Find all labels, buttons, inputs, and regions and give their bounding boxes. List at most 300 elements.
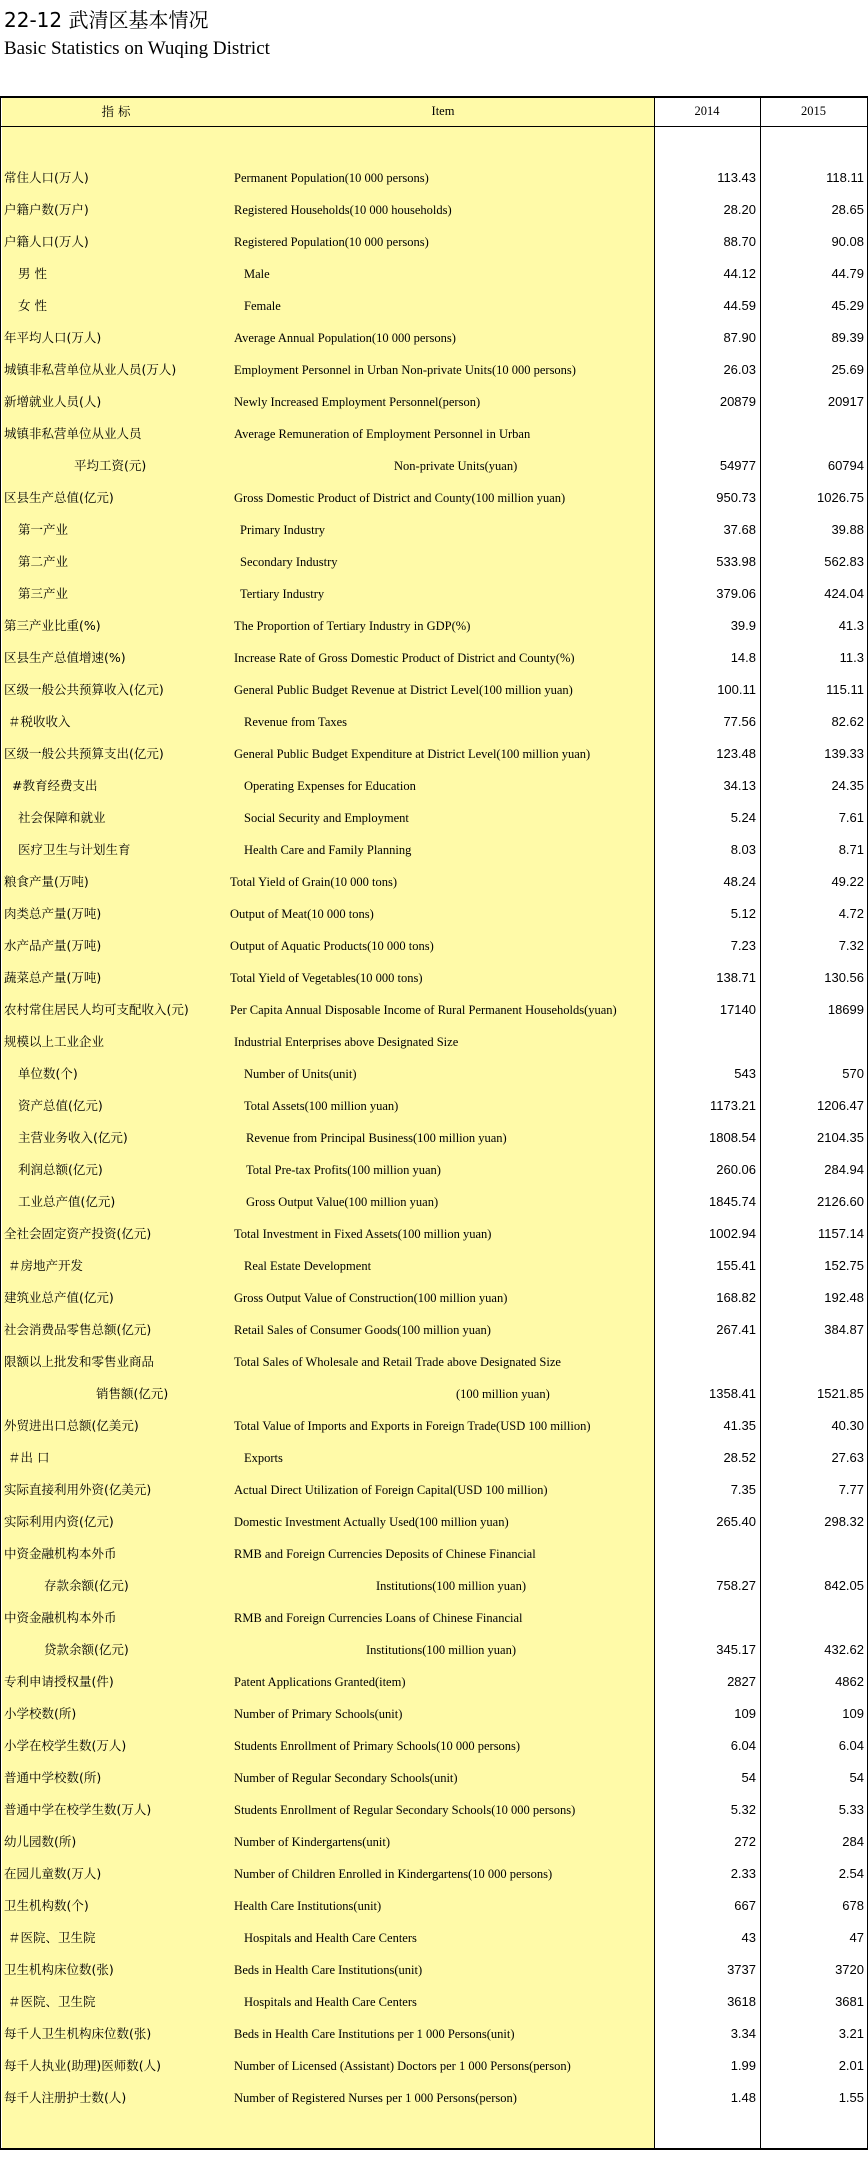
value-2014: 20879	[719, 394, 756, 409]
indicator-english: Students Enrollment of Regular Secondary Schools(10 000 persons)	[234, 1803, 576, 1817]
value-2015: 2126.60	[817, 1194, 864, 1209]
indicator-chinese: 贷款余额(亿元)	[44, 1642, 129, 1657]
indicator-english: Registered Population(10 000 persons)	[234, 235, 429, 249]
indicator-chinese: 新增就业人员(人)	[4, 394, 102, 409]
table-row	[0, 354, 868, 386]
indicator-chinese: 男 性	[18, 266, 47, 281]
table-row	[0, 994, 868, 1026]
indicator-chinese: 社会消费品零售总额(亿元)	[4, 1322, 152, 1337]
indicator-chinese: 每千人注册护士数(人)	[4, 2090, 127, 2105]
table-row	[0, 418, 868, 450]
table-row	[0, 1474, 868, 1506]
indicator-english: Total Yield of Vegetables(10 000 tons)	[230, 971, 423, 985]
indicator-english: Students Enrollment of Primary Schools(10 000 persons)	[234, 1739, 521, 1753]
value-2014: 758.27	[716, 1578, 756, 1593]
table-row	[0, 1154, 868, 1186]
value-2015: 39.88	[831, 522, 864, 537]
value-2014: 543	[734, 1066, 756, 1081]
value-2014: 44.59	[723, 298, 756, 313]
value-2015: 20917	[827, 394, 864, 409]
value-2015: 4.72	[838, 906, 864, 921]
table-row	[0, 1986, 868, 2018]
indicator-chinese: 第二产业	[18, 554, 69, 569]
indicator-english: Output of Aquatic Products(10 000 tons)	[230, 939, 434, 953]
table-row	[0, 834, 868, 866]
value-2015: 60794	[827, 458, 864, 473]
header-year-2014: 2014	[694, 103, 720, 118]
value-2014: 41.35	[723, 1418, 756, 1433]
value-2015: 1.55	[838, 2090, 864, 2105]
indicator-english: Per Capita Annual Disposable Income of Rural Permanent Households(yuan)	[230, 1003, 617, 1017]
indicator-chinese: 城镇非私营单位从业人员(万人)	[4, 362, 177, 377]
table-row	[0, 226, 868, 258]
table-row	[0, 578, 868, 610]
indicator-english: Beds in Health Care Institutions per 1 000 Persons(unit)	[234, 2027, 515, 2041]
table-row	[0, 770, 868, 802]
indicator-english: Revenue from Taxes	[244, 715, 348, 729]
value-2014: 2827	[727, 1674, 756, 1689]
indicator-english: Total Sales of Wholesale and Retail Trade above Designated Size	[234, 1355, 561, 1369]
value-2015: 1157.14	[817, 1226, 864, 1241]
table-row	[0, 1570, 868, 1602]
value-2014: 3618	[727, 1994, 756, 2009]
indicator-english: Male	[244, 267, 270, 281]
indicator-chinese: 区县生产总值增速(%)	[4, 650, 126, 665]
indicator-chinese: 利润总额(亿元)	[18, 1162, 103, 1177]
indicator-chinese: 户籍人口(万人)	[4, 234, 89, 249]
header-indicator: 指 标	[101, 104, 131, 119]
table-row	[0, 1794, 868, 1826]
indicator-chinese: 单位数(个)	[18, 1066, 78, 1081]
table-row	[0, 2082, 868, 2114]
value-2015: 6.04	[838, 1738, 864, 1753]
value-2014: 3737	[727, 1962, 756, 1977]
indicator-chinese: 第三产业比重(%)	[4, 618, 101, 633]
value-2015: 54	[849, 1770, 864, 1785]
value-2015: 2.01	[838, 2058, 864, 2073]
table-row	[0, 194, 868, 226]
value-2014: 2.33	[730, 1866, 756, 1881]
indicator-english: Output of Meat(10 000 tons)	[230, 907, 374, 921]
value-2014: 43	[741, 1930, 756, 1945]
indicator-chinese: 每千人卫生机构床位数(张)	[4, 2026, 152, 2041]
indicator-english: Hospitals and Health Care Centers	[244, 1931, 417, 1945]
table-row	[0, 1506, 868, 1538]
table-row	[0, 386, 868, 418]
indicator-english: Patent Applications Granted(item)	[234, 1675, 406, 1689]
value-2015: 27.63	[831, 1450, 864, 1465]
indicator-chinese: 中资金融机构本外币	[4, 1546, 117, 1561]
value-2015: 1521.85	[817, 1386, 864, 1401]
value-2015: 7.77	[838, 1482, 864, 1497]
value-2015: 1206.47	[817, 1098, 864, 1113]
value-2015: 3681	[835, 1994, 864, 2009]
value-2014: 34.13	[723, 778, 756, 793]
value-2015: 3.21	[838, 2026, 864, 2041]
value-2015: 192.48	[824, 1290, 864, 1305]
value-2015: 284	[842, 1834, 864, 1849]
value-2014: 1808.54	[709, 1130, 756, 1145]
indicator-chinese: 外贸进出口总额(亿美元)	[4, 1418, 139, 1433]
table-row	[0, 898, 868, 930]
header-bottom-border	[0, 126, 868, 127]
indicator-chinese: 幼儿园数(所)	[4, 1834, 77, 1849]
value-2015: 3720	[835, 1962, 864, 1977]
value-2014: 667	[734, 1898, 756, 1913]
indicator-chinese: 建筑业总产值(亿元)	[4, 1290, 114, 1305]
table-row	[0, 1762, 868, 1794]
indicator-chinese: 专利申请授权量(件)	[4, 1674, 114, 1689]
indicator-english: Number of Licensed (Assistant) Doctors per 1 000 Persons(person)	[234, 2059, 571, 2073]
value-2015: 7.32	[838, 938, 864, 953]
value-2014: 8.03	[730, 842, 756, 857]
value-2014: 5.32	[730, 1802, 756, 1817]
indicator-english: Gross Output Value(100 million yuan)	[246, 1195, 439, 1209]
value-2014: 1.48	[730, 2090, 756, 2105]
table-row	[0, 802, 868, 834]
value-2014: 54977	[719, 458, 756, 473]
value-2015: 82.62	[831, 714, 864, 729]
value-2015: 44.79	[831, 266, 864, 281]
table-row	[0, 482, 868, 514]
value-2015	[760, 418, 864, 450]
indicator-chinese: 存款余额(亿元)	[44, 1578, 129, 1593]
value-2015: 40.30	[831, 1418, 864, 1433]
indicator-chinese: 女 性	[18, 298, 47, 313]
value-2015	[760, 1538, 864, 1570]
indicator-chinese: 城镇非私营单位从业人员	[4, 426, 142, 441]
indicator-english: Total Investment in Fixed Assets(100 million yuan)	[234, 1227, 492, 1241]
value-2014: 54	[741, 1770, 756, 1785]
indicator-english: Total Value of Imports and Exports in Foreign Trade(USD 100 million)	[234, 1419, 591, 1433]
value-2014: 77.56	[723, 714, 756, 729]
indicator-english: General Public Budget Revenue at District Level(100 million yuan)	[234, 683, 573, 697]
value-2015: 49.22	[831, 874, 864, 889]
indicator-chinese: 区县生产总值(亿元)	[4, 490, 114, 505]
value-2015: 109	[842, 1706, 864, 1721]
table-row	[0, 514, 868, 546]
indicator-chinese: 农村常住居民人均可支配收入(元)	[4, 1002, 189, 1017]
table-row	[0, 1378, 868, 1410]
table-bottom-border	[0, 2148, 868, 2150]
value-2014: 7.35	[730, 1482, 756, 1497]
value-2014	[654, 418, 756, 450]
indicator-chinese: ＃医院、卫生院	[8, 1994, 96, 2009]
value-2015: 18699	[827, 1002, 864, 1017]
indicator-english: Institutions(100 million yuan)	[366, 1643, 516, 1657]
indicator-english: Social Security and Employment	[244, 811, 409, 825]
indicator-english: The Proportion of Tertiary Industry in GDP(%)	[234, 619, 471, 633]
indicator-english: Industrial Enterprises above Designated Size	[234, 1035, 459, 1049]
value-2014: 39.9	[730, 618, 756, 633]
table-row	[0, 1282, 868, 1314]
table-row	[0, 1346, 868, 1378]
indicator-chinese: 区级一般公共预算收入(亿元)	[4, 682, 164, 697]
table-row	[0, 1698, 868, 1730]
value-2014: 26.03	[723, 362, 756, 377]
indicator-english: Total Pre-tax Profits(100 million yuan)	[246, 1163, 441, 1177]
indicator-chinese: 资产总值(亿元)	[18, 1098, 103, 1113]
table-row	[0, 546, 868, 578]
value-2014: 1358.41	[709, 1386, 756, 1401]
value-2014: 28.52	[723, 1450, 756, 1465]
value-2014: 1173.21	[709, 1098, 756, 1113]
table-row	[0, 1090, 868, 1122]
value-2015	[760, 1346, 864, 1378]
value-2015: 25.69	[831, 362, 864, 377]
indicator-english: Number of Primary Schools(unit)	[234, 1707, 403, 1721]
value-2014: 345.17	[716, 1642, 756, 1657]
indicator-chinese: 普通中学在校学生数(万人)	[4, 1802, 152, 1817]
value-2014: 109	[734, 1706, 756, 1721]
table-row	[0, 1858, 868, 1890]
indicator-english: Beds in Health Care Institutions(unit)	[234, 1963, 423, 1977]
value-2014: 950.73	[716, 490, 756, 505]
indicator-chinese: 第三产业	[18, 586, 69, 601]
table-row	[0, 1954, 868, 1986]
indicator-chinese: #教育经费支出	[12, 778, 98, 793]
value-2014: 272	[734, 1834, 756, 1849]
table-row	[0, 1186, 868, 1218]
value-2015: 45.29	[831, 298, 864, 313]
indicator-english: RMB and Foreign Currencies Deposits of Chinese Financial	[234, 1547, 536, 1561]
indicator-chinese: 每千人执业(助理)医师数(人)	[4, 2058, 162, 2073]
indicator-chinese: 平均工资(元)	[74, 458, 147, 473]
indicator-chinese: ＃出 口	[8, 1450, 50, 1465]
value-2014: 17140	[719, 1002, 756, 1017]
indicator-english: Health Care and Family Planning	[244, 843, 412, 857]
indicator-english: Gross Output Value of Construction(100 million yuan)	[234, 1291, 508, 1305]
value-2015: 118.11	[826, 170, 864, 185]
table-row	[0, 962, 868, 994]
indicator-english: Employment Personnel in Urban Non-private Units(10 000 persons)	[234, 363, 576, 377]
value-2015: 115.11	[826, 682, 864, 697]
value-2015	[760, 1602, 864, 1634]
indicator-english: Female	[244, 299, 281, 313]
value-2015: 678	[842, 1898, 864, 1913]
value-2014	[654, 1538, 756, 1570]
indicator-english: Number of Registered Nurses per 1 000 Persons(person)	[234, 2091, 517, 2105]
indicator-chinese: 肉类总产量(万吨)	[4, 906, 102, 921]
indicator-english: Institutions(100 million yuan)	[376, 1579, 526, 1593]
value-2014: 533.98	[716, 554, 756, 569]
indicator-chinese: 中资金融机构本外币	[4, 1610, 117, 1625]
value-2014: 1002.94	[709, 1226, 756, 1241]
value-2014: 260.06	[716, 1162, 756, 1177]
value-2015: 152.75	[824, 1258, 864, 1273]
indicator-chinese: 第一产业	[18, 522, 69, 537]
table-row	[0, 322, 868, 354]
indicator-english: Increase Rate of Gross Domestic Product of District and County(%)	[234, 651, 575, 665]
value-2014	[654, 1026, 756, 1058]
value-2015: 130.56	[824, 970, 864, 985]
indicator-english: Non-private Units(yuan)	[394, 459, 518, 473]
indicator-chinese: 卫生机构数(个)	[4, 1898, 89, 1913]
indicator-chinese: 蔬菜总产量(万吨)	[4, 970, 102, 985]
table-row	[0, 706, 868, 738]
value-2015: 8.71	[838, 842, 864, 857]
table-row	[0, 866, 868, 898]
indicator-chinese: ＃税收收入	[8, 714, 71, 729]
indicator-english: Newly Increased Employment Personnel(person)	[234, 395, 481, 409]
indicator-chinese: 实际直接利用外资(亿美元)	[4, 1482, 152, 1497]
value-2014: 44.12	[723, 266, 756, 281]
indicator-chinese: 在园儿童数(万人)	[4, 1866, 102, 1881]
indicator-english: Revenue from Principal Business(100 million yuan)	[246, 1131, 507, 1145]
value-2014: 5.12	[730, 906, 756, 921]
indicator-chinese: 小学在校学生数(万人)	[4, 1738, 127, 1753]
table-row	[0, 1634, 868, 1666]
table-row	[0, 1026, 868, 1058]
indicator-chinese: 工业总产值(亿元)	[18, 1194, 116, 1209]
value-2014: 3.34	[730, 2026, 756, 2041]
table-row	[0, 1218, 868, 1250]
table-row	[0, 1442, 868, 1474]
table-row	[0, 450, 868, 482]
value-2014: 123.48	[716, 746, 756, 761]
value-2015: 7.61	[838, 810, 864, 825]
table-row	[0, 642, 868, 674]
value-2014: 87.90	[723, 330, 756, 345]
value-2014: 37.68	[723, 522, 756, 537]
value-2014	[654, 1602, 756, 1634]
table-row	[0, 2050, 868, 2082]
header-item: Item	[431, 103, 455, 118]
value-2015: 424.04	[824, 586, 864, 601]
value-2015: 5.33	[838, 1802, 864, 1817]
indicator-english: Real Estate Development	[244, 1259, 372, 1273]
indicator-english: Permanent Population(10 000 persons)	[234, 171, 429, 185]
indicator-english: Exports	[244, 1451, 283, 1465]
table-row	[0, 674, 868, 706]
indicator-english: Primary Industry	[240, 523, 326, 537]
table-row	[0, 290, 868, 322]
value-2014: 1845.74	[709, 1194, 756, 1209]
indicator-english: Number of Children Enrolled in Kindergartens(10 000 persons)	[234, 1867, 553, 1881]
indicator-english: Registered Households(10 000 households)	[234, 203, 452, 217]
value-2015: 4862	[835, 1674, 864, 1689]
value-2014: 100.11	[717, 682, 756, 697]
indicator-english: Secondary Industry	[240, 555, 338, 569]
table-row	[0, 1122, 868, 1154]
indicator-chinese: 卫生机构床位数(张)	[4, 1962, 114, 1977]
value-2014: 6.04	[730, 1738, 756, 1753]
indicator-english: Tertiary Industry	[240, 587, 325, 601]
header-year-2015: 2015	[801, 103, 826, 118]
indicator-english: (100 million yuan)	[456, 1387, 550, 1401]
indicator-english: Average Annual Population(10 000 persons)	[234, 331, 456, 345]
table-row	[0, 162, 868, 194]
value-2015: 11.3	[839, 650, 864, 665]
value-2015: 570	[842, 1066, 864, 1081]
table-row	[0, 1602, 868, 1634]
indicator-english: RMB and Foreign Currencies Loans of Chinese Financial	[234, 1611, 523, 1625]
value-2014: 88.70	[723, 234, 756, 249]
value-2015: 47	[849, 1930, 864, 1945]
indicator-chinese: 实际利用内资(亿元)	[4, 1514, 114, 1529]
value-2014: 138.71	[716, 970, 756, 985]
indicator-chinese: 小学校数(所)	[4, 1706, 77, 1721]
table-row	[0, 1730, 868, 1762]
table-row	[0, 1314, 868, 1346]
value-2014: 28.20	[723, 202, 756, 217]
table-row	[0, 1410, 868, 1442]
indicator-english: Gross Domestic Product of District and County(100 million yuan)	[234, 491, 566, 505]
indicator-english: Number of Units(unit)	[244, 1067, 357, 1081]
value-2015	[760, 1026, 864, 1058]
value-2015: 28.65	[831, 202, 864, 217]
table-row	[0, 1890, 868, 1922]
table-title-english: Basic Statistics on Wuqing District	[4, 38, 270, 59]
value-2014: 14.8	[730, 650, 756, 665]
value-2015: 562.83	[824, 554, 864, 569]
table-row	[0, 258, 868, 290]
indicator-chinese: ＃房地产开发	[8, 1258, 84, 1273]
value-2014: 168.82	[716, 1290, 756, 1305]
table-row	[0, 1058, 868, 1090]
indicator-english: Total Yield of Grain(10 000 tons)	[230, 875, 398, 889]
indicator-english: Hospitals and Health Care Centers	[244, 1995, 417, 2009]
table-row	[0, 1922, 868, 1954]
indicator-chinese: 医疗卫生与计划生育	[18, 842, 131, 857]
table-row	[0, 738, 868, 770]
indicator-english: Number of Kindergartens(unit)	[234, 1835, 390, 1849]
indicator-english: Retail Sales of Consumer Goods(100 million yuan)	[234, 1323, 491, 1337]
indicator-chinese: 限额以上批发和零售业商品	[4, 1354, 155, 1369]
indicator-english: Operating Expenses for Education	[244, 779, 416, 793]
indicator-english: Domestic Investment Actually Used(100 million yuan)	[234, 1515, 509, 1529]
value-2015: 90.08	[831, 234, 864, 249]
indicator-chinese: 主营业务收入(亿元)	[18, 1130, 128, 1145]
value-2014: 7.23	[730, 938, 756, 953]
indicator-chinese: 水产品产量(万吨)	[4, 938, 102, 953]
value-2015: 842.05	[824, 1578, 864, 1593]
indicator-chinese: 普通中学校数(所)	[4, 1770, 102, 1785]
indicator-chinese: 全社会固定资产投资(亿元)	[4, 1226, 152, 1241]
indicator-english: Number of Regular Secondary Schools(unit)	[234, 1771, 458, 1785]
indicator-chinese: 区级一般公共预算支出(亿元)	[4, 746, 164, 761]
indicator-english: Total Assets(100 million yuan)	[244, 1099, 399, 1113]
statistics-table	[0, 96, 868, 2150]
value-2015: 298.32	[824, 1514, 864, 1529]
value-2014	[654, 1346, 756, 1378]
table-row	[0, 930, 868, 962]
indicator-english: Average Remuneration of Employment Personnel in Urban	[234, 427, 531, 441]
value-2015: 24.35	[831, 778, 864, 793]
indicator-chinese: 社会保障和就业	[18, 810, 106, 825]
indicator-chinese: 销售额(亿元)	[96, 1386, 169, 1401]
indicator-chinese: 规模以上工业企业	[4, 1034, 105, 1049]
indicator-chinese: 粮食产量(万吨)	[4, 874, 89, 889]
indicator-english: General Public Budget Expenditure at District Level(100 million yuan)	[234, 747, 591, 761]
value-2015: 2.54	[838, 1866, 864, 1881]
table-row	[0, 610, 868, 642]
table-row	[0, 1826, 868, 1858]
table-row	[0, 1250, 868, 1282]
indicator-chinese: 户籍户数(万户)	[4, 202, 89, 217]
value-2015: 2104.35	[817, 1130, 864, 1145]
indicator-chinese: 常住人口(万人)	[4, 170, 89, 185]
value-2014: 379.06	[716, 586, 756, 601]
value-2014: 1.99	[730, 2058, 756, 2073]
value-2014: 113.43	[717, 170, 756, 185]
table-row	[0, 1666, 868, 1698]
value-2015: 139.33	[824, 746, 864, 761]
table-row	[0, 2018, 868, 2050]
indicator-english: Health Care Institutions(unit)	[234, 1899, 382, 1913]
indicator-english: Actual Direct Utilization of Foreign Capital(USD 100 million)	[234, 1483, 548, 1497]
indicator-chinese: ＃医院、卫生院	[8, 1930, 96, 1945]
